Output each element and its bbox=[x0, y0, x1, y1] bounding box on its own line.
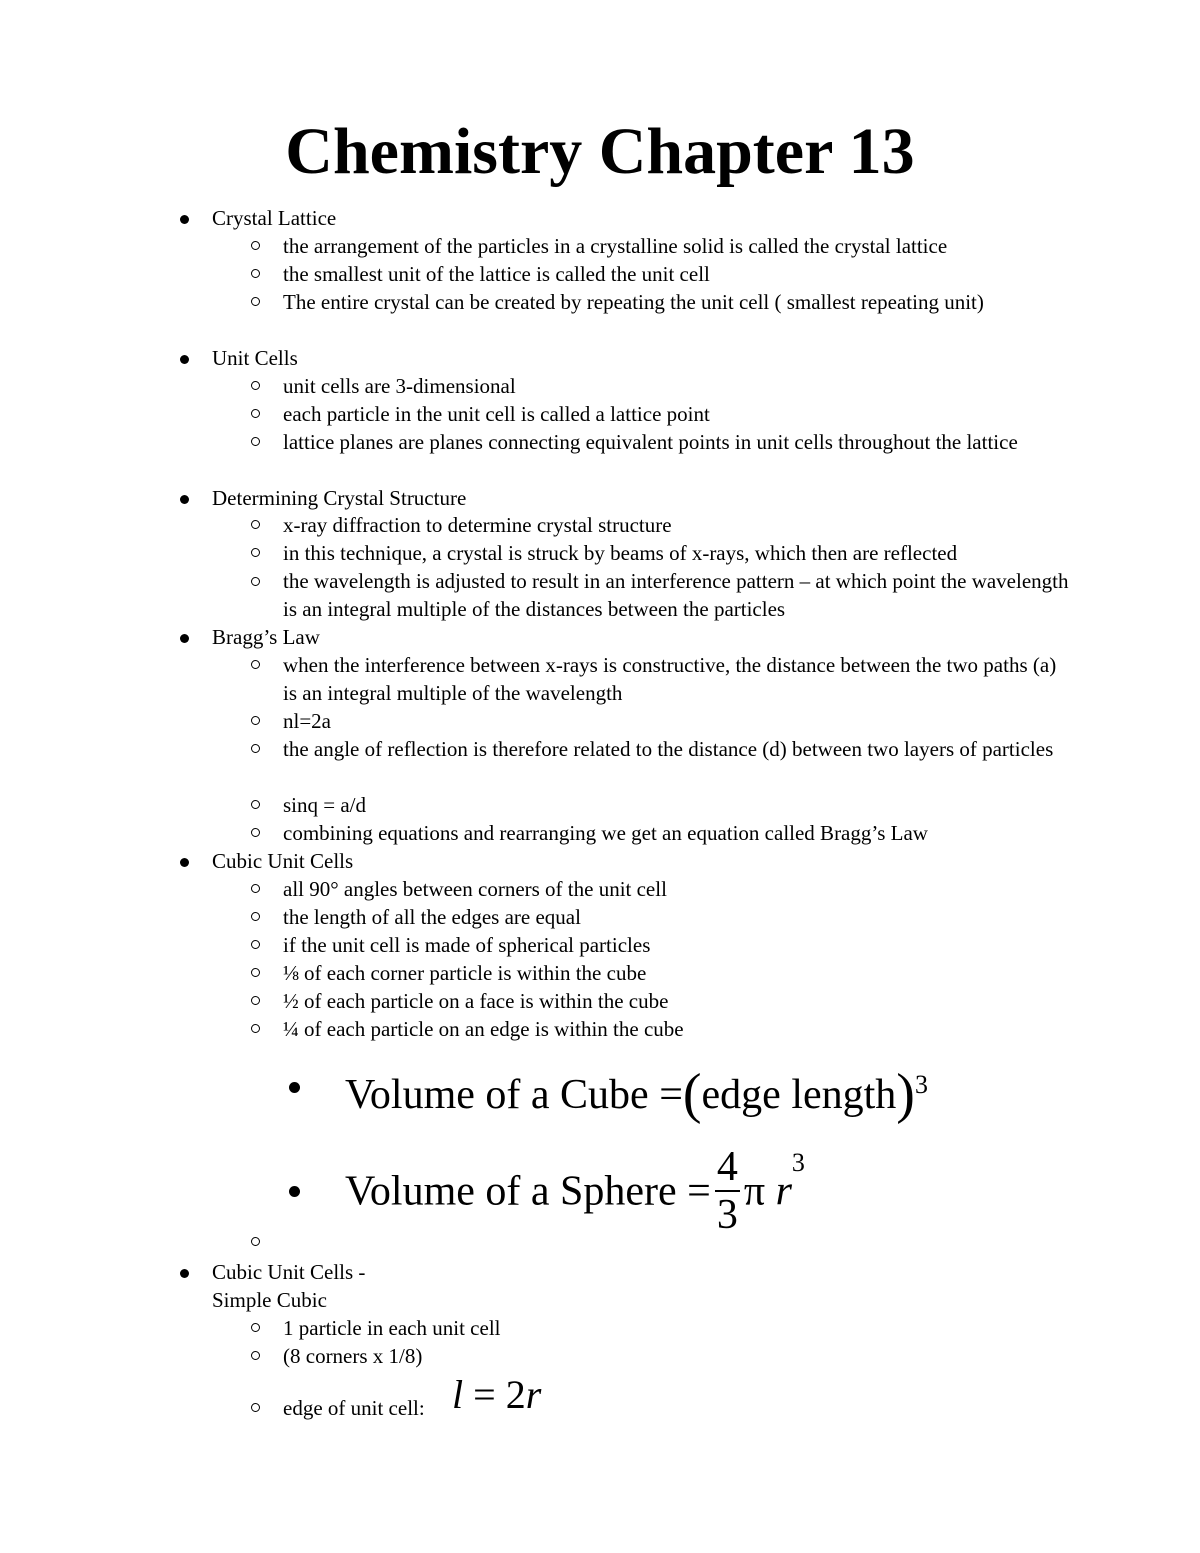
formula-cube-rparen: ) bbox=[896, 1063, 915, 1125]
list-item: when the interference between x-rays is constructive, the distance between the two paths (a) is an integral multiple of the wavelength bbox=[283, 653, 1057, 705]
formula-sphere-r: r bbox=[775, 1168, 792, 1215]
list-item: if the unit cell is made of spherical particles bbox=[283, 933, 651, 957]
sub-bullet-marker bbox=[251, 548, 260, 557]
section-heading-determining-crystal-structure: Determining Crystal Structure bbox=[212, 486, 467, 510]
list-item: lattice planes are planes connecting equivalent points in unit cells throughout the lattice bbox=[283, 430, 1018, 454]
formula-cube-expr: edge length bbox=[701, 1072, 897, 1118]
formula-sphere-pi: π bbox=[743, 1168, 766, 1215]
list-item: in this technique, a crystal is struck by beams of x-rays, which then are reflected bbox=[283, 541, 958, 565]
sub-bullet-marker bbox=[251, 1323, 260, 1332]
list-item: the angle of reflection is therefore related to the distance (d) between two layers of particles bbox=[283, 737, 1054, 761]
list-item: the wavelength is adjusted to result in an interference pattern – at which point the wavelength is an integral multiple of the distances between the particles bbox=[283, 569, 1069, 621]
sub-bullet-marker bbox=[251, 241, 260, 250]
list-item: x-ray diffraction to determine crystal structure bbox=[283, 513, 672, 537]
list-item: sinq = a/d bbox=[283, 793, 367, 817]
formula-sphere-equals: = bbox=[687, 1168, 711, 1215]
list-item: The entire crystal can be created by repeating the unit cell ( smallest repeating unit) bbox=[283, 290, 984, 314]
sub-bullet-marker bbox=[251, 912, 260, 921]
formula-sphere-fraction bbox=[715, 1144, 740, 1238]
section-heading-cubic-unit-cells-line2: Simple Cubic bbox=[212, 1288, 327, 1312]
formula-edge-r: r bbox=[525, 1372, 542, 1417]
formula-sphere-label: Volume of a Sphere bbox=[345, 1168, 677, 1215]
section-heading-unit-cells: Unit Cells bbox=[212, 346, 298, 370]
list-item: the length of all the edges are equal bbox=[283, 905, 581, 929]
list-item: each particle in the unit cell is called a lattice point bbox=[283, 402, 710, 426]
sub-bullet-marker-empty bbox=[251, 1237, 260, 1246]
formula-cube-equals: = bbox=[659, 1072, 683, 1118]
formula-sphere-exponent: 3 bbox=[791, 1148, 805, 1177]
list-item: ¼ of each particle on an edge is within the cube bbox=[283, 1017, 684, 1041]
sub-bullet-marker bbox=[251, 828, 260, 837]
formula-bullet-marker bbox=[289, 1186, 300, 1197]
formula-sphere-numerator: 4 bbox=[716, 1144, 738, 1191]
list-item: ⅛ of each corner particle is within the cube bbox=[283, 961, 647, 985]
formula-edge-l: l bbox=[452, 1372, 464, 1417]
sub-bullet-marker bbox=[251, 1024, 260, 1033]
list-item: 1 particle in each unit cell bbox=[283, 1316, 501, 1340]
list-item: nl=2a bbox=[283, 709, 331, 733]
formula-volume-sphere bbox=[345, 1138, 805, 1238]
formula-edge-rhs: 2 bbox=[505, 1372, 526, 1417]
sub-bullet-marker bbox=[251, 716, 260, 725]
section-heading-cubic-unit-cells-line1: Cubic Unit Cells - bbox=[212, 1260, 366, 1284]
sub-bullet-marker bbox=[251, 968, 260, 977]
section-heading-braggs-law: Bragg’s Law bbox=[212, 625, 320, 649]
list-item: the smallest unit of the lattice is called the unit cell bbox=[283, 262, 710, 286]
sub-bullet-marker bbox=[251, 996, 260, 1005]
list-item: edge of unit cell: bbox=[283, 1396, 425, 1420]
formula-edge-equals: = bbox=[473, 1372, 496, 1417]
list-item: the arrangement of the particles in a crystalline solid is called the crystal lattice bbox=[283, 234, 948, 258]
sub-bullet-marker bbox=[251, 297, 260, 306]
page-title: Chemistry Chapter 13 bbox=[285, 115, 915, 188]
list-item: ½ of each particle on a face is within the cube bbox=[283, 989, 669, 1013]
section-heading-cubic-unit-cells: Cubic Unit Cells bbox=[212, 849, 354, 873]
list-item: unit cells are 3-dimensional bbox=[283, 374, 516, 398]
sub-bullet-marker bbox=[251, 437, 260, 446]
sub-bullet-marker bbox=[251, 409, 260, 418]
sub-bullet-marker bbox=[251, 1351, 260, 1360]
sub-bullet-marker bbox=[251, 577, 260, 586]
sub-bullet-marker bbox=[251, 884, 260, 893]
sub-bullet-marker bbox=[251, 800, 260, 809]
formula-sphere-denominator: 3 bbox=[716, 1192, 738, 1239]
formula-volume-cube bbox=[345, 1060, 928, 1125]
section-heading-crystal-lattice: Crystal Lattice bbox=[212, 206, 337, 230]
sub-bullet-marker bbox=[251, 269, 260, 278]
sub-bullet-marker bbox=[251, 381, 260, 390]
formula-bullet-marker bbox=[289, 1082, 300, 1093]
formula-cube-exponent: 3 bbox=[914, 1070, 928, 1099]
formula-cube-label: Volume of a Cube bbox=[345, 1072, 649, 1118]
list-item: combining equations and rearranging we get an equation called Bragg’s Law bbox=[283, 821, 928, 845]
formula-edge-length bbox=[452, 1370, 541, 1420]
sub-bullet-marker bbox=[251, 1403, 260, 1412]
list-item: (8 corners x 1/8) bbox=[283, 1344, 423, 1368]
list-item: all 90° angles between corners of the unit cell bbox=[283, 877, 667, 901]
sub-bullet-marker bbox=[251, 940, 260, 949]
sub-bullet-marker bbox=[251, 520, 260, 529]
formula-cube-lparen: ( bbox=[682, 1063, 702, 1125]
sub-bullet-marker bbox=[251, 660, 260, 669]
sub-bullet-marker bbox=[251, 744, 260, 753]
